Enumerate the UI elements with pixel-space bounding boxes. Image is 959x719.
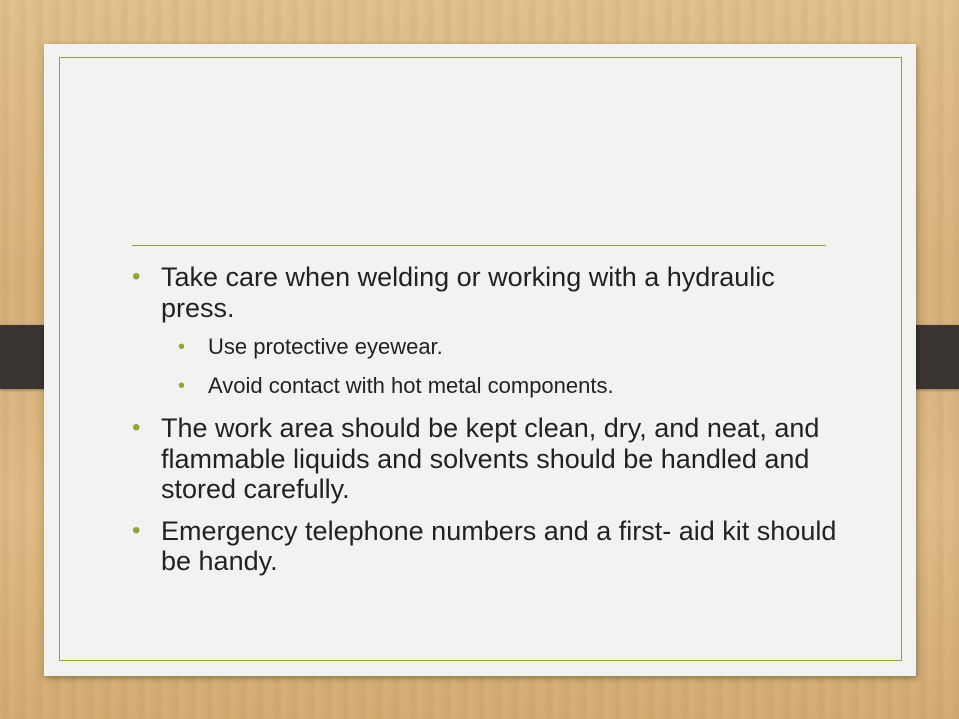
sub-bullet-item [130,373,850,399]
bullet-text: Emergency telephone numbers and a first- aid kit should be handy. [161,515,837,576]
sub-bullet-item [130,334,850,360]
right-binder-tab [914,325,959,389]
bullet-dot-icon: • [132,414,141,441]
bullet-dot-icon: • [132,516,141,544]
bullet-dot-icon: • [178,375,186,397]
bullet-text: Take care when welding or working with a hydraulic press. [161,262,775,323]
bullet-item [130,516,850,577]
left-binder-tab [0,325,45,389]
sub-bullet-text: Avoid contact with hot metal components. [208,373,614,398]
bullet-item [130,413,850,505]
sub-bullet-text: Use protective eyewear. [208,334,443,359]
title-divider [132,245,826,246]
bullet-dot-icon: • [132,263,141,290]
bullet-dot-icon: • [178,336,186,358]
slide-body [130,262,850,577]
bullet-text: The work area should be kept clean, dry, and neat, and flammable liquids and solvents should be handled and stored carefully. [161,413,820,504]
slide-card [44,44,916,676]
bullet-item [130,262,850,323]
